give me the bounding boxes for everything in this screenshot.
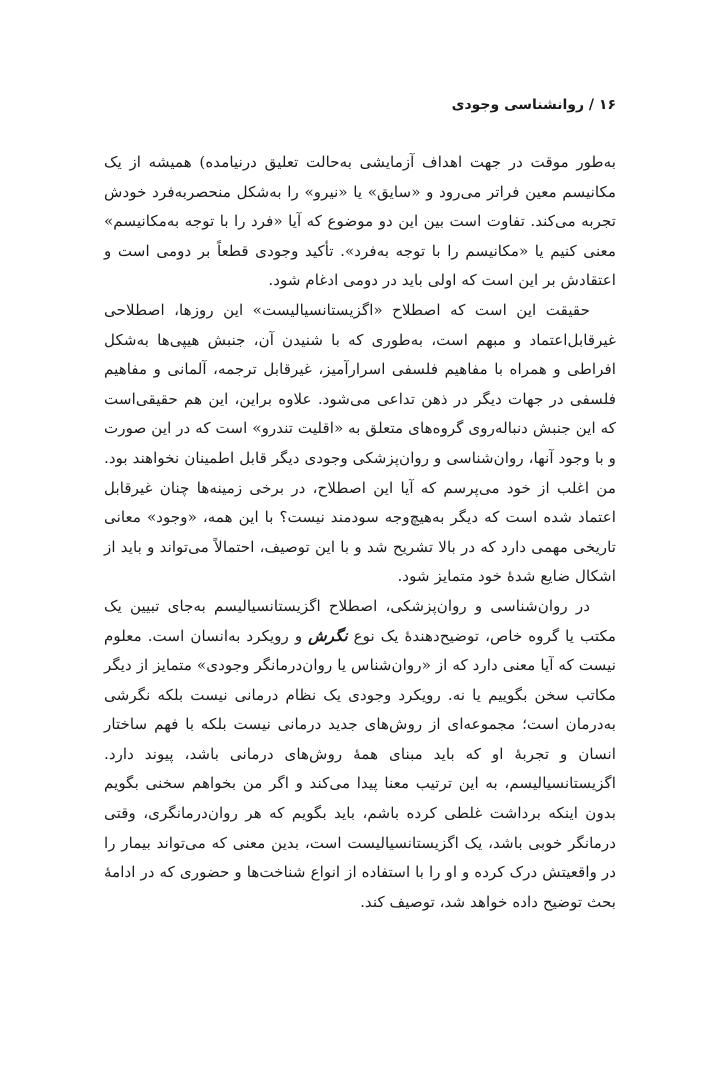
- paragraph-3-part-2: و رویکرد به‌انسان است. معلوم نیست که آیا معنی دارد که از «روان‌شناس یا روان‌درمانگر وجودی» متمایز از دیگر مکاتب سخن بگوییم یا نه. رویکرد وجودی یک نظام درمانی نیست بلکه نگرشی به‌درمان است؛ مجموعه‌ای از روش‌های جدید درمانی نیست بلکه با فهم ساختار انسان و تجربهٔ او که باید مبنای همهٔ روش‌های درمانی باشد، پیوند دارد. اگزیستانسیالیسم، به این ترتیب معنا پیدا می‌کند و اگر من بخواهم سخنی بگویم بدون اینکه برداشت غلطی کرده باشم، باید بگویم که هر روان‌درمانگری، وقتی درمانگر خوبی باشد، یک اگزیستانسیالیست است، بدین معنی که می‌تواند بیمار را در واقعیتش درک کرده و او را با استفاده از انواع شناخت‌ها و حضوری که در ادامهٔ بحث توضیح داده خواهد شد، توصیف کند.: [104, 626, 616, 911]
- paragraph-1: به‌طور موقت در جهت اهداف آزمایشی به‌حالت تعلیق درنیامده) همیشه از یک مکانیسم معین فراتر می‌رود و «سایق» یا «نیرو» را به‌شکل منحصربه‌فرد خودش تجربه می‌کند. تفاوت است بین این دو موضوع که آیا «فرد را با توجه به‌مکانیسم» معنی کنیم یا «مکانیسم را با توجه به‌فرد». تأکید وجودی قطعاً بر دومی است و اعتقادش بر این است که اولی باید در دومی ادغام شود.: [104, 153, 616, 290]
- paragraph-3-part-1: در روان‌شناسی و روان‌پزشکی، اصطلاح اگزیستانسیالیسم به‌جای تبیین یک مکتب یا گروه خاص، توضیح‌دهندهٔ یک نوع: [104, 596, 616, 645]
- running-head: ۱۶ / روانشناسی وجودی: [451, 97, 616, 113]
- paragraph-2: حقیقت این است که اصطلاح «اگزیستانسیالیست» این روزها، اصطلاحی غیرقابل‌اعتماد و مبهم است، به‌طوری که با شنیدن آن، جنبش هیپی‌ها به‌شکل افراطی و همراه با مفاهیم فلسفی اسرارآمیز، غیرقابل ترجمه، آلمانی و مفاهیم فلسفی در جهات دیگر در ذهن تداعی می‌شود. علاوه براین، این هم حقیقی‌است که این جنبش دنباله‌روی گروه‌های متعلق به «اقلیت تندرو» است که در این صورت و با وجود آنها، روان‌شناسی و روان‌پزشکی وجودی دیگر قابل اطمینان نخواهند بود. من اغلب از خود می‌پرسم که آیا این اصطلاح، در برخی زمینه‌ها چنان غیرقابل اعتماد شده است که دیگر به‌هیچ‌وجه سودمند نیست؟ با این همه، «وجود» معانی تاریخی مهمی دارد که در بالا تشریح شد و با این توصیف، احتمالاً می‌تواند و باید از اشکال ضایع شدهٔ خود متمایز شود.: [104, 300, 616, 586]
- emphasized-term: نگرش: [308, 626, 348, 645]
- book-page: [104, 96, 616, 1040]
- body-text: [104, 148, 616, 917]
- paragraph-3: [104, 592, 616, 918]
